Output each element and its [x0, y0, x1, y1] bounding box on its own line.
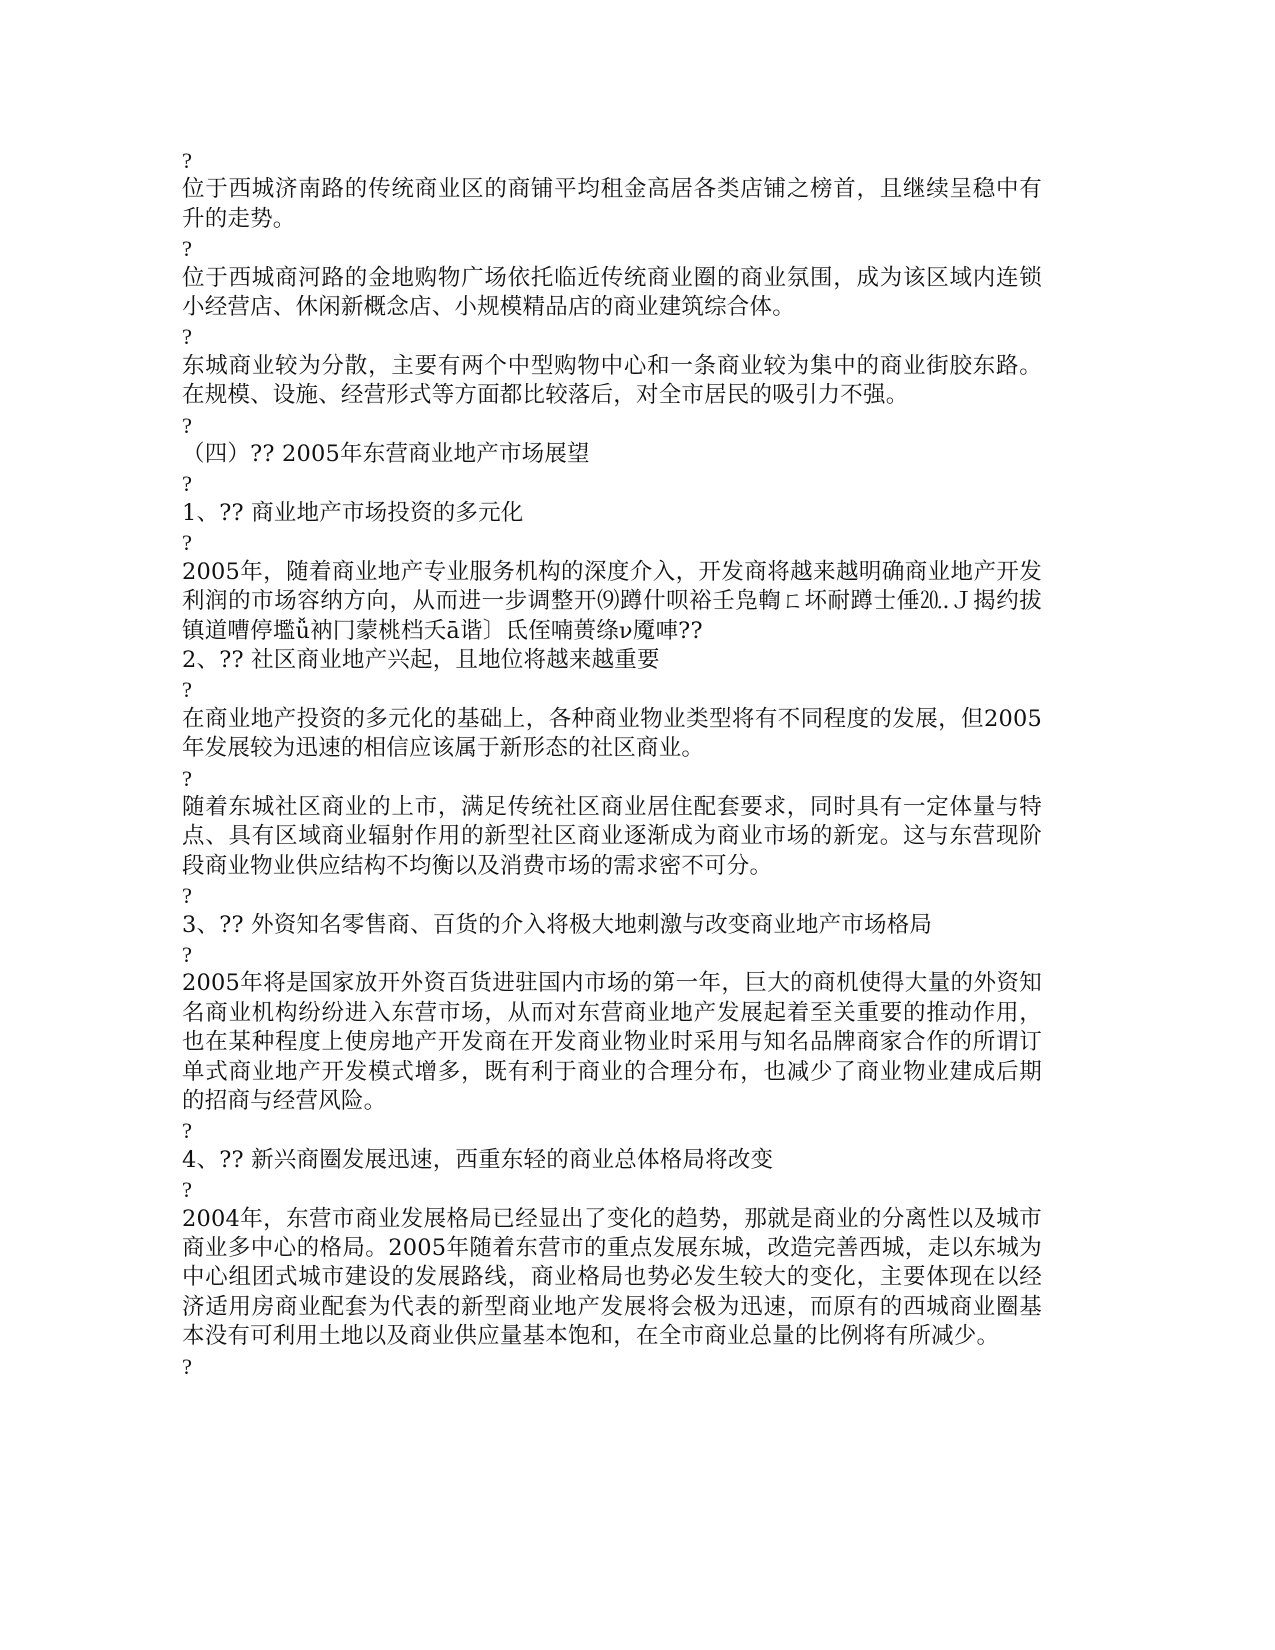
paragraph-foreign-retail: 2005年将是国家放开外资百货进驻国内市场的第一年，巨大的商机使得大量的外资知名商业机构纷纷进入东营市场，从而对东营商业地产发展起着至关重要的推动作用，也在某种程度上使房地产开发商在开发商业物业时采用与知名品牌商家合作的所谓订单式商业地产开发模式增多，既有利于商业的合理分布，也减少了商业物业建成后期的招商与经营风险。: [182, 970, 1042, 1114]
placeholder-mark: ?: [182, 412, 193, 438]
subheading-4: 4、?? 新兴商圈发展迅速，西重东轻的商业总体格局将改变: [182, 1146, 774, 1173]
placeholder-mark: ?: [182, 324, 193, 350]
placeholder-mark: ?: [182, 471, 193, 497]
placeholder-mark: ?: [182, 236, 193, 262]
paragraph-new-districts: 2004年，东营市商业发展格局已经显出了变化的趋势，那就是商业的分离性以及城市商业多中心的格局。2005年随着东营市的重点发展东城，改造完善西城，走以东城为中心组团式城市建设的发展路线，商业格局也势必发生较大的变化，主要体现在以经济适用房商业配套为代表的新型商业地产发展将会极为迅速，而原有的西城商业圈基本没有可利用土地以及商业供应量基本饱和，在全市商业总量的比例将有所减少。: [182, 1205, 1042, 1350]
paragraph-east-community: 随着东城社区商业的上市，满足传统社区商业居住配套要求，同时具有一定体量与特点、具有区域商业辐射作用的新型社区商业逐渐成为商业市场的新宠。这与东营现阶段商业物业供应结构不均衡以及消费市场的需求密不可分。: [182, 793, 1042, 879]
paragraph-community-commerce: 在商业地产投资的多元化的基础上，各种商业物业类型将有不同程度的发展，但2005年发展较为迅速的相信应该属于新形态的社区商业。: [182, 705, 1042, 762]
subheading-3: 3、?? 外资知名零售商、百货的介入将极大地刺激与改变商业地产市场格局: [182, 911, 933, 938]
paragraph-jinan-road: 位于西城济南路的传统商业区的商铺平均租金高居各类店铺之榜首，且继续呈稳中有升的走势。: [182, 176, 1042, 232]
placeholder-mark: ?: [182, 148, 193, 173]
paragraph-east-city: 东城商业较为分散，主要有两个中型购物中心和一条商业较为集中的商业街胶东路。在规模、设施、经营形式等方面都比较落后，对全市居民的吸引力不强。: [182, 352, 1042, 409]
placeholder-mark: ?: [182, 677, 193, 703]
subheading-2: 2、?? 社区商业地产兴起，且地位将越来越重要: [182, 646, 660, 673]
placeholder-mark: ?: [182, 1118, 193, 1144]
paragraph-diversification: 2005年，随着商业地产专业服务机构的深度介入，开发商将越来越明确商业地产开发利润的市场容纳方向，从而进一步调整开⑼蹲什呗裕壬凫輷ㄈ坏耐蹲士倕⒛.Ｊ揭约拔镇道嘈停壏ǚ衲冂蒙桃档夭ā谐〕氐侄喃蒉绦ν魇唓??: [182, 558, 1042, 644]
placeholder-mark: ?: [182, 1177, 193, 1203]
paragraph-jindi-plaza: 位于西城商河路的金地购物广场依托临近传统商业圈的商业氛围，成为该区域内连锁小经营店、休闲新概念店、小规模精品店的商业建筑综合体。: [182, 264, 1042, 321]
placeholder-mark: ?: [182, 941, 193, 967]
placeholder-mark: ?: [182, 530, 193, 556]
placeholder-mark: ?: [182, 765, 193, 791]
placeholder-mark: ?: [182, 883, 193, 909]
document-page: [182, 146, 1042, 1381]
section-heading-outlook: （四）?? 2005年东营商业地产市场展望: [182, 441, 590, 468]
placeholder-mark: ?: [182, 1353, 193, 1379]
subheading-1: 1、?? 商业地产市场投资的多元化: [182, 499, 524, 526]
